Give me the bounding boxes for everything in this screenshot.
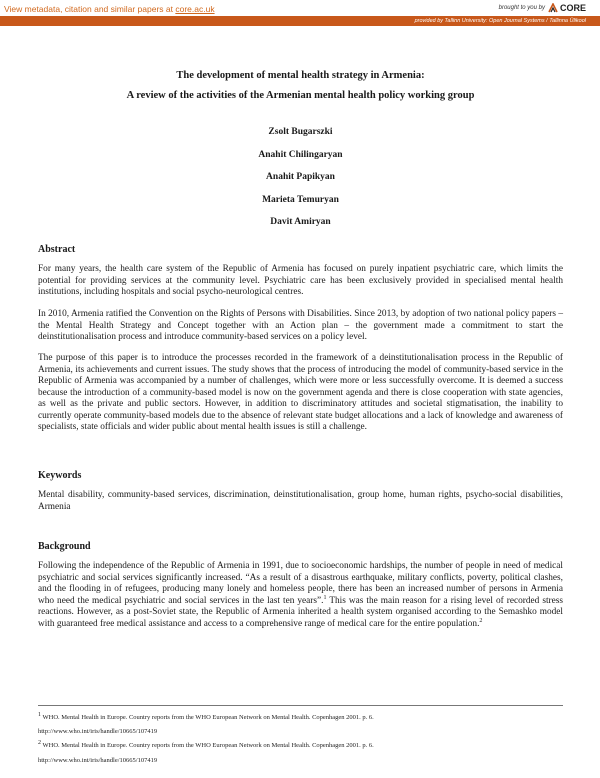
author: Anahit Chilingaryan	[258, 149, 343, 160]
background-text-1: Following the independence of the Republic of Armenia in 1991, due to socioeconomic hardships, the number of people in need of medical psychiatric and social services significantly increased. “As a result of a disastrous earthquake, military conflicts, poverty, political clashes, and the flooding in of refugees, producing many lonely and homeless people, there has been an increased number of persons in Armenia who need the medical psychiatric and social services in the last ten years”.	[38, 561, 563, 606]
author: Zsolt Bugarszki	[268, 127, 333, 137]
footnote-text: WHO. Mental Health in Europe. Country reports from the WHO European Network on Mental Health. Copenhagen 2001. p. 6.	[41, 714, 374, 721]
core-logo-text: CORE	[559, 3, 586, 13]
paper-title-line-1: The development of mental health strategy in Armenia:	[176, 70, 425, 81]
footnote-marker: 1	[38, 711, 41, 718]
abstract-paragraph-1: For many years, the health care system of the Republic of Armenia has focused on purely inpatient psychiatric care, which limits the potential for providing services at the community level. Psychiatric care has been exclusively provided in specialised mental health institutions, including hospitals and social psycho-neurological centres.	[38, 264, 563, 297]
core-logo[interactable]	[548, 3, 586, 13]
footnote-text: WHO. Mental Health in Europe. Country reports from the WHO European Network on Mental Health. Copenhagen 2001. p. 6.	[41, 742, 374, 749]
abstract-paragraph-2: In 2010, Armenia ratified the Convention on the Rights of Persons with Disabilities. Since 2013, by adoption of two national policy papers – the Mental Health Strategy and Concept together with an Action plan – the government made a commitment to start the deinstitutionalisation process and introduce community-based services on a policy level.	[38, 309, 563, 342]
footnote-marker: 2	[38, 739, 41, 746]
footnote-url[interactable]: http://www.who.int/iris/handle/10665/107419	[38, 728, 158, 735]
abstract-paragraph-3: The purpose of this paper is to introduce the processes recorded in the framework of a deinstitutionalisation process in the Republic of Armenia, its achievements and current issues. The study shows that the process of introducing the model of community-based service in the Republic of Armenia was accompanied by a number of challenges, which were more or less successfully overcome. It is deemed a success because the introduction of a community-based model is now on the government agenda and there is close cooperation with state agencies, as well as the private and public sectors. However, in addition to discriminatory attitudes and societal stigmatisation, the inability to currently operate community-based models due to the absence of relevant state budget allocations and a lack of knowledge and awareness of specialists, state officials and wider public about mental health issues is still a challenge.	[38, 353, 563, 432]
footnote-divider	[38, 705, 563, 706]
author: Davit Amiryan	[270, 217, 331, 227]
core-metadata-link[interactable]	[4, 4, 215, 14]
core-logo-icon	[548, 3, 558, 13]
author: Marieta Temuryan	[262, 194, 339, 205]
core-link-prefix: View metadata, citation and similar papers at	[4, 4, 176, 14]
background-text-2: This was the main reason for a rising level of recorded stress reactions. However, as a post-Soviet state, the Republic of Armenia inherited a health system organised according to the Semashko model with guaranteed free medical assistance and access to a comprehensive range of medical care for the entire population.	[38, 595, 563, 629]
footnote-2	[38, 741, 374, 750]
footnote-ref-2[interactable]: 2	[479, 617, 483, 624]
paper-title-line-2: A review of the activities of the Armenian mental health policy working group	[126, 90, 475, 101]
author-list	[38, 126, 563, 239]
keywords-heading: Keywords	[38, 470, 82, 481]
provided-by-band	[0, 16, 600, 26]
keywords-text: Mental disability, community-based services, discrimination, deinstitutionalisation, group home, human rights, psycho-social disabilities, Armenia	[38, 490, 563, 512]
brought-to-you-by	[499, 3, 586, 13]
footnote-1-url[interactable]	[38, 727, 157, 736]
core-header-bar	[0, 0, 600, 30]
footnote-2-url[interactable]	[38, 756, 157, 765]
background-paragraph	[38, 561, 563, 630]
footnote-ref-1[interactable]: 1	[323, 594, 327, 601]
core-link-url[interactable]: core.ac.uk	[175, 4, 215, 14]
footnote-1	[38, 713, 374, 722]
author: Anahit Papikyan	[266, 172, 335, 182]
footnote-url[interactable]: http://www.who.int/iris/handle/10665/107419	[38, 757, 158, 764]
background-heading: Background	[38, 541, 91, 552]
abstract-heading: Abstract	[38, 244, 76, 255]
brought-by-label: brought to you by	[498, 5, 545, 11]
provided-by-text: provided by Tallinn University: Open Journal Systems / Tallinna Ülikool	[414, 18, 586, 24]
